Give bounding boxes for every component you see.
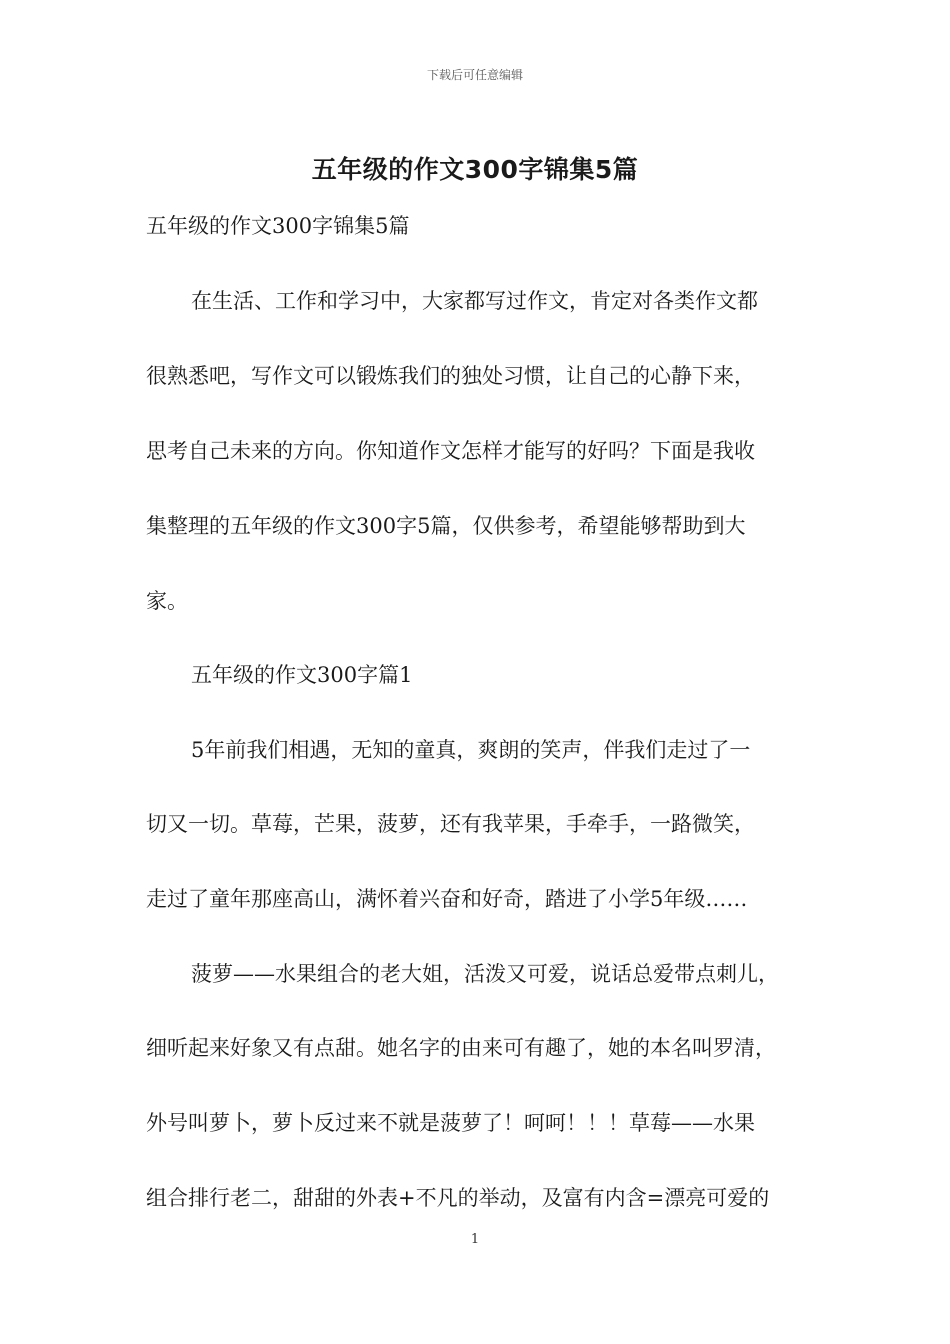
- paragraph-line: 组合排行老二，甜甜的外表+不凡的举动，及富有内含=漂亮可爱的: [146, 1186, 770, 1210]
- paragraph-line: 集整理的五年级的作文300字5篇，仅供参考，希望能够帮助到大: [146, 514, 746, 538]
- page-header: 下载后可任意编辑: [426, 68, 523, 82]
- paragraph-line: 外号叫萝卜，萝卜反过来不就是菠萝了！呵呵！！！草莓——水果: [146, 1111, 755, 1135]
- paragraph-line: 5年前我们相遇，无知的童真，爽朗的笑声，伴我们走过了一: [191, 738, 751, 762]
- paragraph-line: 细听起来好象又有点甜。她名字的由来可有趣了，她的本名叫罗清，: [146, 1036, 776, 1060]
- paragraph-line: 家。: [146, 589, 188, 613]
- paragraph-line: 菠萝——水果组合的老大姐，活泼又可爱，说话总爱带点刺儿，: [191, 962, 779, 986]
- page-number: 1: [470, 1232, 480, 1247]
- section-heading: 五年级的作文300字篇1: [191, 663, 413, 687]
- paragraph-line: 走过了童年那座高山，满怀着兴奋和好奇，踏进了小学5年级……: [146, 887, 748, 911]
- paragraph-line: 在生活、工作和学习中，大家都写过作文，肯定对各类作文都: [191, 289, 758, 313]
- paragraph-line: 思考自己未来的方向。你知道作文怎样才能写的好吗？下面是我收: [146, 439, 755, 463]
- document-title: 五年级的作文300字锦集5篇: [311, 155, 639, 184]
- paragraph-line: 切又一切。草莓，芒果，菠萝，还有我苹果，手牵手，一路微笑，: [146, 812, 755, 836]
- paragraph-line: 很熟悉吧，写作文可以锻炼我们的独处习惯，让自己的心静下来，: [146, 364, 755, 388]
- document-subtitle: 五年级的作文300字锦集5篇: [146, 214, 410, 238]
